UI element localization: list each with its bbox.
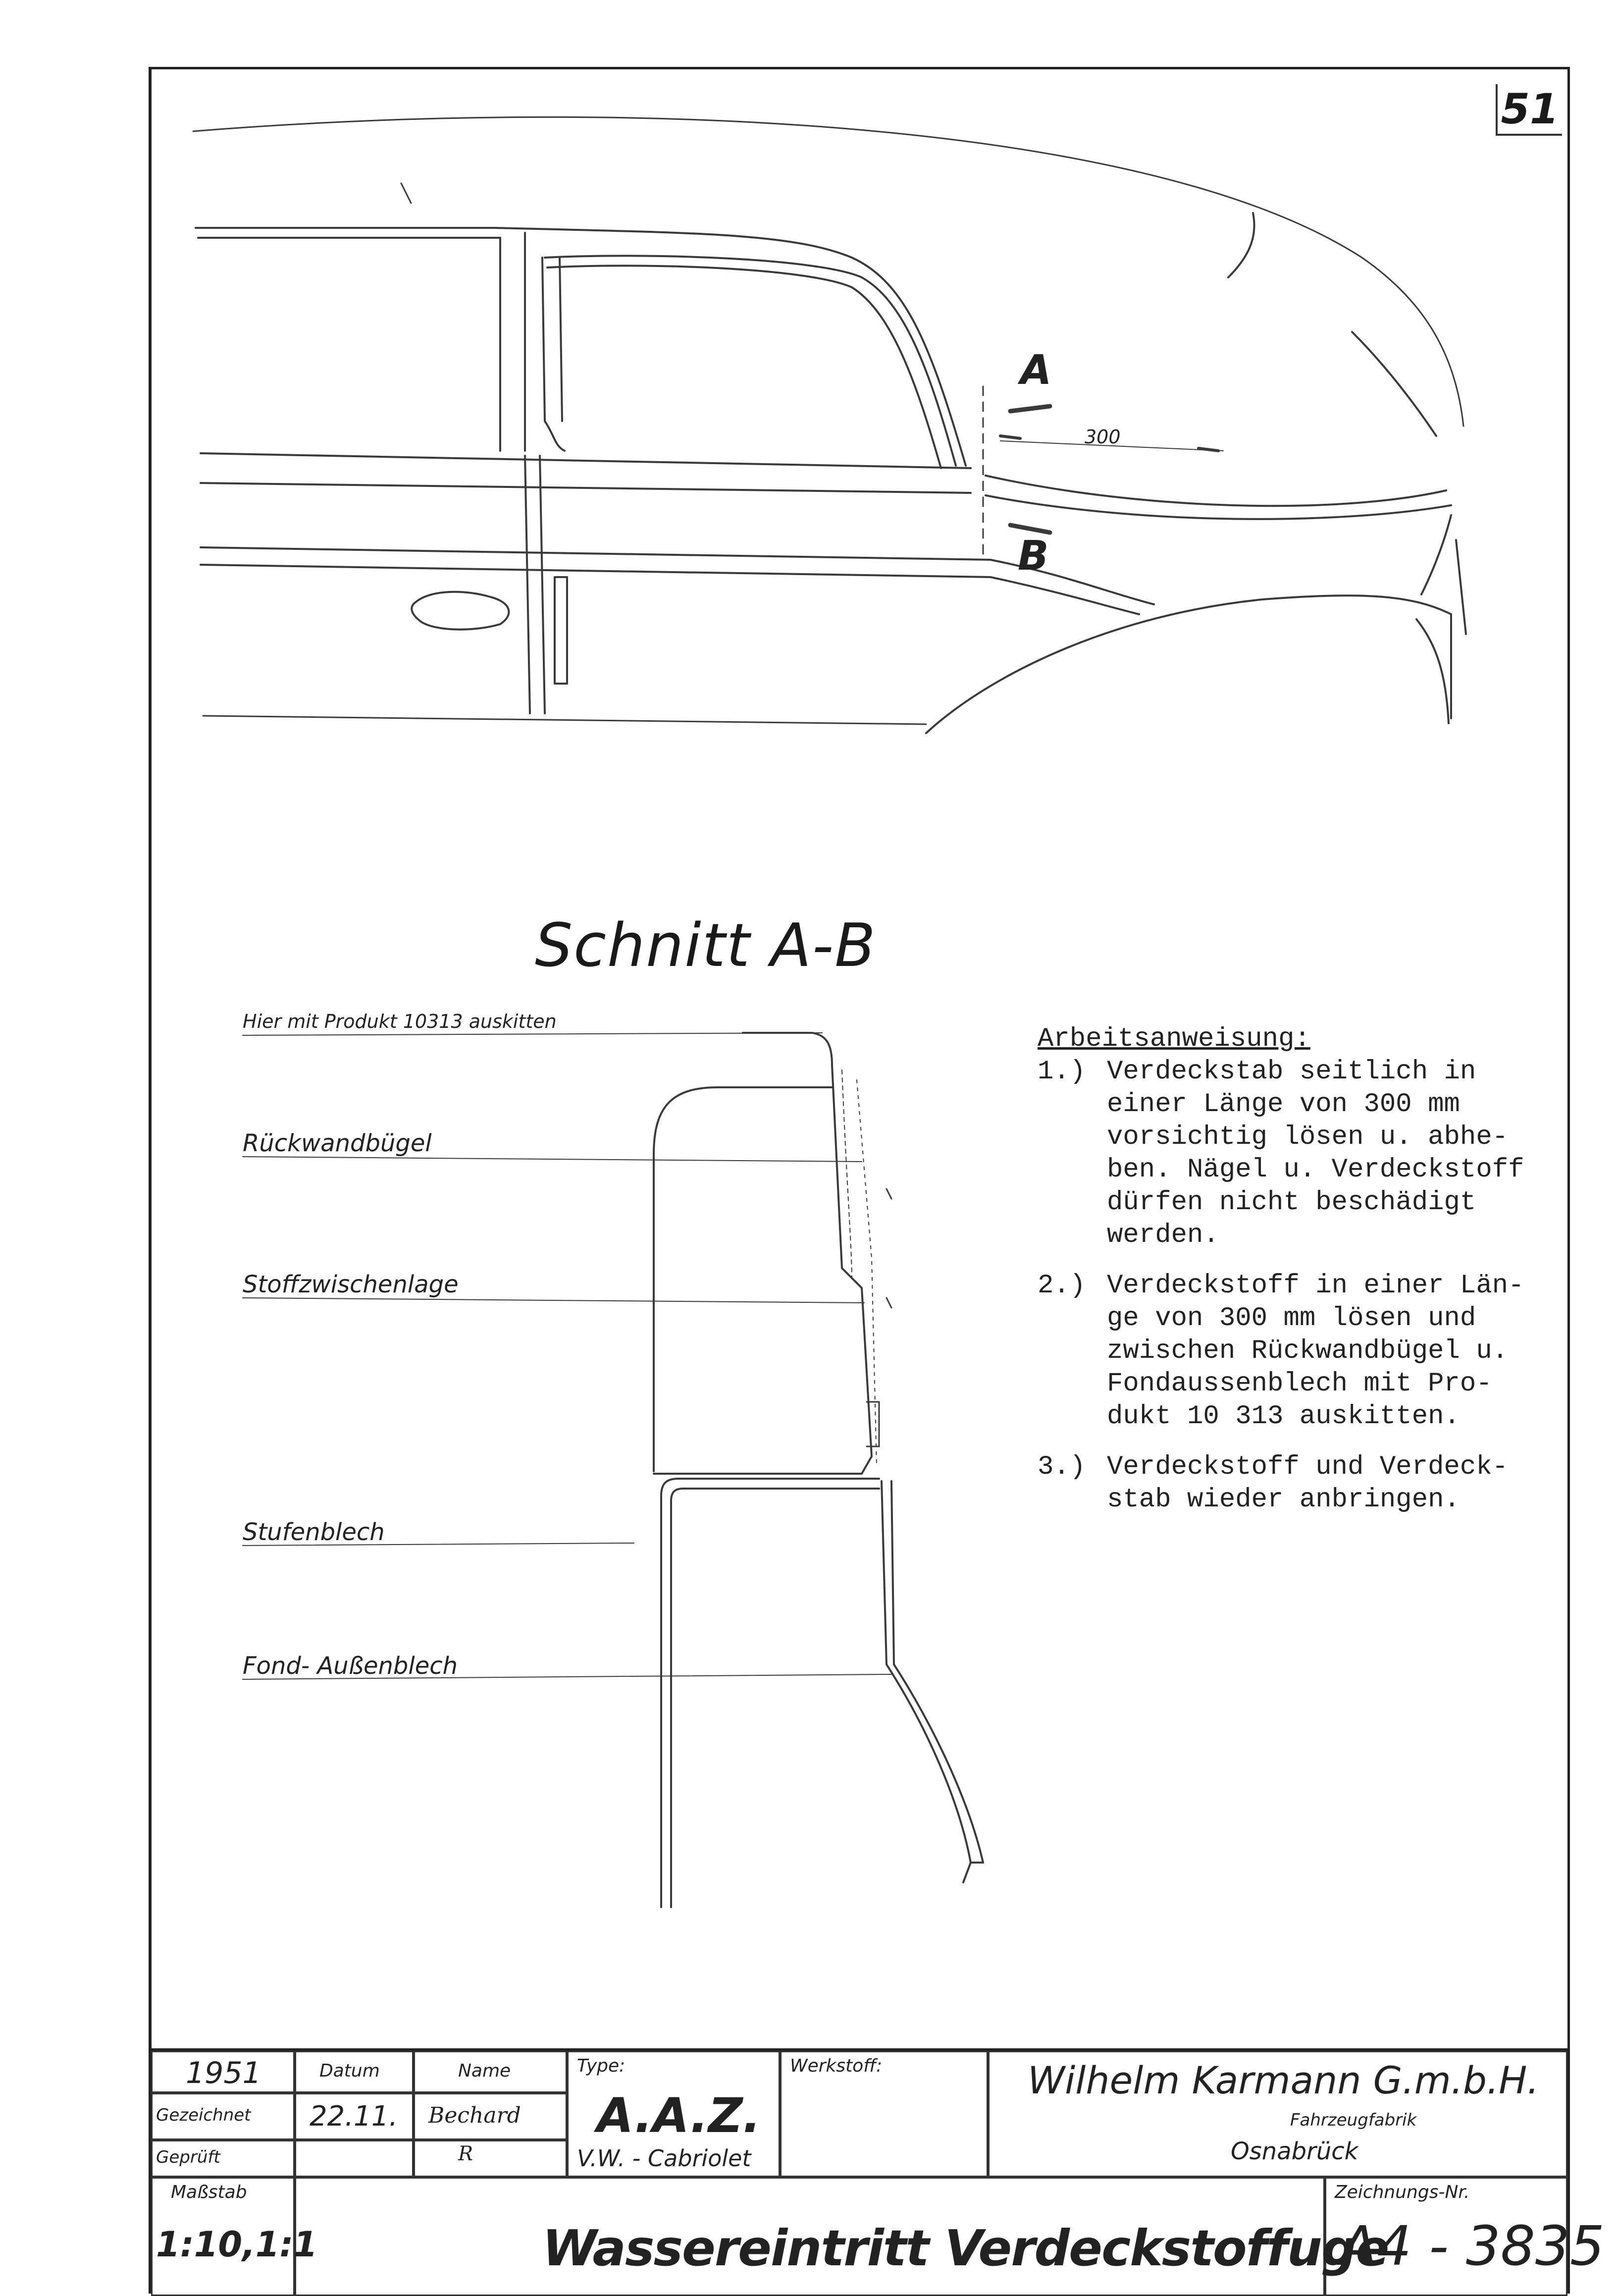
- title-block-gezeichnet-name: Bechard: [428, 2103, 521, 2128]
- step-number: 1.): [1038, 1057, 1086, 1087]
- instruction-step: [1038, 1270, 1563, 1433]
- step-text: Verdeckstab seitlich in einer Länge von 300 mm vorsichtig lösen u. abhe- ben. Nägel u. Verdeckstoff dürfen nicht beschädigt werden.: [1107, 1057, 1524, 1250]
- instructions-heading: Arbeitsanweisung:: [1038, 1024, 1310, 1054]
- title-block-zeichnungs-label: Zeichnungs-Nr.: [1335, 2182, 1470, 2202]
- section-mark-b: B: [1018, 533, 1049, 580]
- title-block-geprueft-label: Geprüft: [156, 2147, 220, 2167]
- label-stufenblech: Stufenblech: [243, 1518, 385, 1546]
- step-text: Verdeckstoff und Verdeck- stab wieder anbringen.: [1107, 1452, 1509, 1515]
- title-block: [151, 2048, 1605, 2294]
- section-mark-a: A: [1020, 347, 1052, 394]
- step-number: 3.): [1038, 1452, 1086, 1482]
- title-block-type-sub: V.W. - Cabriolet: [577, 2145, 751, 2172]
- work-instructions: [1038, 1023, 1563, 1516]
- title-block-company-sub: Fahrzeugfabrik: [1290, 2110, 1417, 2130]
- title-block-drawing-title: Wassereintritt Verdeckstoffuge: [542, 2219, 1389, 2277]
- title-block-massstab-label: Maßstab: [171, 2182, 247, 2202]
- title-block-year: 1951: [186, 2056, 261, 2090]
- section-title: Schnitt A-B: [535, 911, 877, 980]
- title-block-zeichnungs-nr: A4 - 3835: [1340, 2214, 1605, 2278]
- title-block-type-value: A.A.Z.: [597, 2088, 761, 2143]
- page-number: 51: [1496, 84, 1562, 136]
- title-block-type-label: Type:: [577, 2056, 626, 2076]
- step-text: Verdeckstoff in einer Län- ge von 300 mm lösen und zwischen Rückwandbügel u. Fondaussenblech mit Pro- dukt 10 313 auskitten.: [1107, 1271, 1524, 1432]
- dimension-label: 300: [1085, 426, 1121, 448]
- label-rueckwandbuegel: Rückwandbügel: [243, 1129, 432, 1157]
- title-block-gezeichnet-label: Gezeichnet: [156, 2105, 251, 2125]
- title-block-name-label: Name: [458, 2061, 511, 2081]
- instruction-step: [1038, 1056, 1563, 1252]
- step-number: 2.): [1038, 1271, 1086, 1301]
- title-block-geprueft-name: R: [458, 2142, 473, 2165]
- instruction-step: [1038, 1451, 1563, 1516]
- label-stoffzwischenlage: Stoffzwischenlage: [243, 1271, 459, 1298]
- title-block-gezeichnet-date: 22.11.: [310, 2100, 398, 2133]
- label-fond-aussenblech: Fond- Außenblech: [243, 1652, 458, 1680]
- label-note: Hier mit Produkt 10313 auskitten: [243, 1011, 557, 1032]
- title-block-company-city: Osnabrück: [1231, 2137, 1358, 2165]
- title-block-datum-label: Datum: [319, 2061, 380, 2081]
- title-block-werkstoff-label: Werkstoff:: [790, 2056, 883, 2076]
- title-block-massstab-value: 1:10,1:1: [156, 2224, 318, 2265]
- title-block-company: Wilhelm Karmann G.m.b.H.: [1028, 2058, 1539, 2102]
